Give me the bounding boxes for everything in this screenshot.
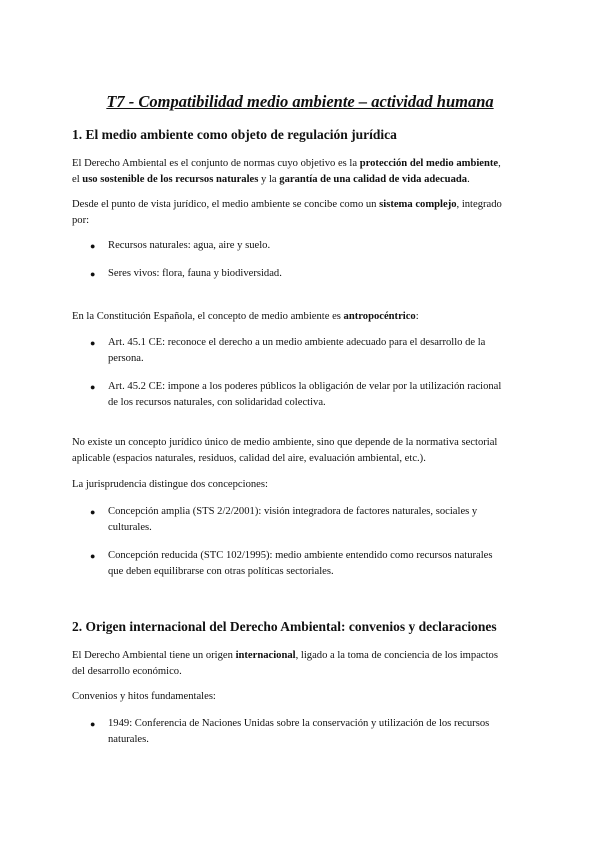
text-run: por: bbox=[72, 215, 90, 226]
list-item: Recursos naturales: agua, aire y suelo. bbox=[108, 240, 271, 251]
text-run: , bbox=[498, 158, 501, 169]
text-run: y la bbox=[258, 174, 280, 185]
bullet-icon: ● bbox=[90, 382, 96, 392]
section-1-heading: 1. El medio ambiente como objeto de regulación jurídica bbox=[72, 127, 397, 142]
text-run: persona. bbox=[108, 353, 144, 364]
section-2-paragraph-2: Convenios y hitos fundamentales: bbox=[72, 691, 216, 702]
list-item bbox=[108, 716, 518, 748]
text-run: 1949: Conferencia de Naciones Unidas sobre la conservación y utilización de los recursos bbox=[108, 718, 490, 729]
bold-text: antropocéntrico bbox=[343, 311, 416, 322]
bold-text: garantía de una calidad de vida adecuada bbox=[279, 174, 468, 185]
section-1-paragraph-3 bbox=[72, 309, 542, 325]
list-item bbox=[108, 379, 518, 411]
text-run: El Derecho Ambiental es el conjunto de normas cuyo objetivo es la bbox=[72, 158, 360, 169]
text-run: naturales. bbox=[108, 734, 149, 745]
text-run: el bbox=[72, 174, 83, 185]
text-run: que deben equilibrarse con otras políticas sectoriales. bbox=[108, 566, 334, 577]
section-1-paragraph-4 bbox=[72, 435, 542, 467]
text-run: Art. 45.2 CE: impone a los poderes públicos la obligación de velar por la utilización racional bbox=[108, 381, 502, 392]
text-run: . bbox=[467, 174, 470, 185]
bold-text: sistema complejo bbox=[379, 199, 457, 210]
text-run: : bbox=[415, 311, 419, 322]
text-run: aplicable (espacios naturales, residuos, calidad del aire, evaluación ambiental, etc.). bbox=[72, 453, 426, 464]
text-run: En la Constitución Española, el concepto de medio ambiente es bbox=[72, 311, 344, 322]
section-2-paragraph-1 bbox=[72, 648, 542, 680]
section-1-paragraph-5: La jurisprudencia distingue dos concepciones: bbox=[72, 479, 268, 490]
bullet-icon: ● bbox=[90, 338, 96, 348]
bullet-icon: ● bbox=[90, 507, 96, 517]
text-run: del desarrollo económico. bbox=[72, 666, 182, 677]
text-run: Concepción reducida (STC 102/1995): medio ambiente entendido como recursos naturales bbox=[108, 550, 493, 561]
bullet-icon: ● bbox=[90, 269, 96, 279]
text-run: Concepción amplia (STS 2/2/2001): visión integradora de factores naturales, sociales y bbox=[108, 506, 478, 517]
section-1-paragraph-1 bbox=[72, 156, 542, 188]
text-run: , ligado a la toma de conciencia de los impactos bbox=[295, 650, 498, 661]
text-run: culturales. bbox=[108, 522, 152, 533]
bullet-icon: ● bbox=[90, 551, 96, 561]
section-1-paragraph-2 bbox=[72, 197, 542, 229]
list-item bbox=[108, 548, 518, 580]
bullet-icon: ● bbox=[90, 719, 96, 729]
list-item bbox=[108, 335, 518, 367]
page-title: T7 - Compatibilidad medio ambiente – actividad humana bbox=[106, 92, 494, 111]
text-run: Art. 45.1 CE: reconoce el derecho a un medio ambiente adecuado para el desarrollo de la bbox=[108, 337, 486, 348]
bold-text: protección del medio ambiente bbox=[359, 158, 499, 169]
list-item: Seres vivos: flora, fauna y biodiversidad. bbox=[108, 268, 282, 279]
text-run: de los recursos naturales, con solidaridad colectiva. bbox=[108, 397, 326, 408]
section-2-heading: 2. Origen internacional del Derecho Ambiental: convenios y declaraciones bbox=[72, 619, 497, 634]
text-run: No existe un concepto jurídico único de medio ambiente, sino que depende de la normativa sectorial bbox=[72, 437, 498, 448]
bullet-icon: ● bbox=[90, 241, 96, 251]
bold-text: internacional bbox=[235, 650, 296, 661]
text-run: , integrado bbox=[456, 199, 502, 210]
text-run: Desde el punto de vista jurídico, el medio ambiente se concibe como un bbox=[72, 199, 380, 210]
bold-text: uso sostenible de los recursos naturales bbox=[82, 174, 259, 185]
list-item bbox=[108, 504, 518, 536]
text-run: El Derecho Ambiental tiene un origen bbox=[72, 650, 236, 661]
